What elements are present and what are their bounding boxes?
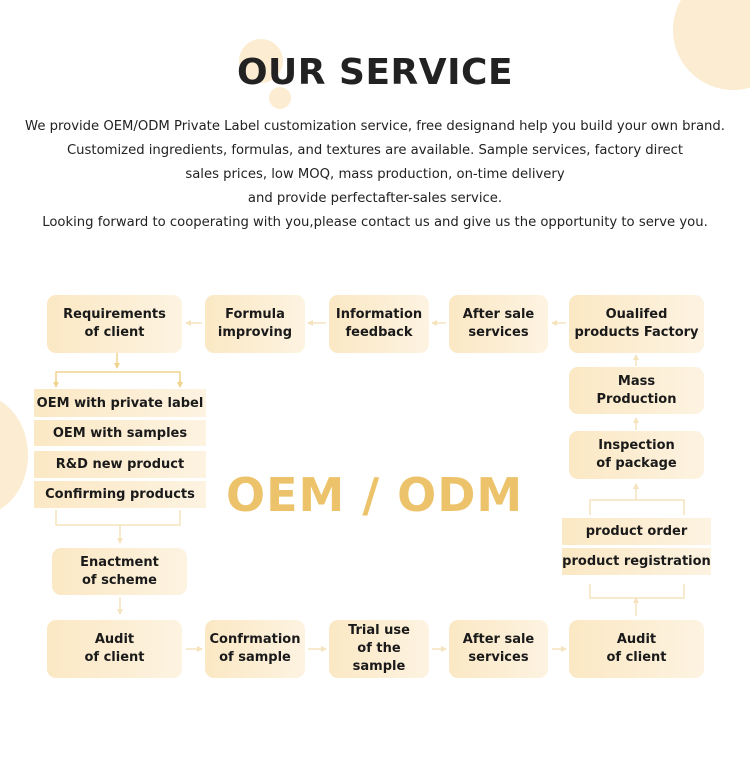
box-audit-of-client-left: Audit of client — [47, 620, 182, 678]
description-line-5: Looking forward to cooperating with you,please contact us and give us the opportunity to serve you. — [42, 215, 708, 230]
bracket-top-right — [590, 500, 684, 515]
box-enactment-of-scheme: Enactment of scheme — [52, 548, 187, 595]
box-information-feedback: Information feedback — [329, 295, 429, 353]
oem-odm-label: OEM / ODM — [226, 468, 524, 522]
box-qualified-products-factory: Oualifed products Factory — [569, 295, 704, 353]
box-after-sale-services-bottom: After sale services — [449, 620, 548, 678]
option-product-order: product order — [562, 518, 711, 545]
bracket-top-left — [56, 372, 180, 386]
box-requirements-of-client: Requirements of client — [47, 295, 182, 353]
option-confirming-products: Confirming products — [34, 481, 206, 508]
page-title: OUR SERVICE — [236, 52, 514, 93]
bracket-bottom-right — [590, 584, 684, 598]
box-after-sale-services-top: After sale services — [449, 295, 548, 353]
option-product-registration: product registration — [562, 548, 711, 575]
box-trial-use-of-sample: Trial use of the sample — [329, 620, 429, 678]
description-line-3: sales prices, low MOQ, mass production, on-time delivery — [185, 167, 565, 182]
box-inspection-of-package: Inspection of package — [569, 431, 704, 479]
description-line-2: Customized ingredients, formulas, and textures are available. Sample services, factory direct — [66, 143, 684, 158]
description-line-1: We provide OEM/ODM Private Label customization service, free designand help you build your own brand. — [25, 119, 725, 134]
option-rd-new-product: R&D new product — [34, 451, 206, 478]
box-confirmation-of-sample: Confrmation of sample — [205, 620, 305, 678]
box-mass-production: Mass Production — [569, 367, 704, 414]
box-audit-of-client-right: Audit of client — [569, 620, 704, 678]
option-oem-private-label: OEM with private label — [34, 389, 206, 417]
bracket-bottom-left — [56, 510, 180, 525]
option-oem-samples: OEM with samples — [34, 420, 206, 446]
description-line-4: and provide perfectafter-sales service. — [247, 191, 503, 206]
box-formula-improving: Formula improving — [205, 295, 305, 353]
